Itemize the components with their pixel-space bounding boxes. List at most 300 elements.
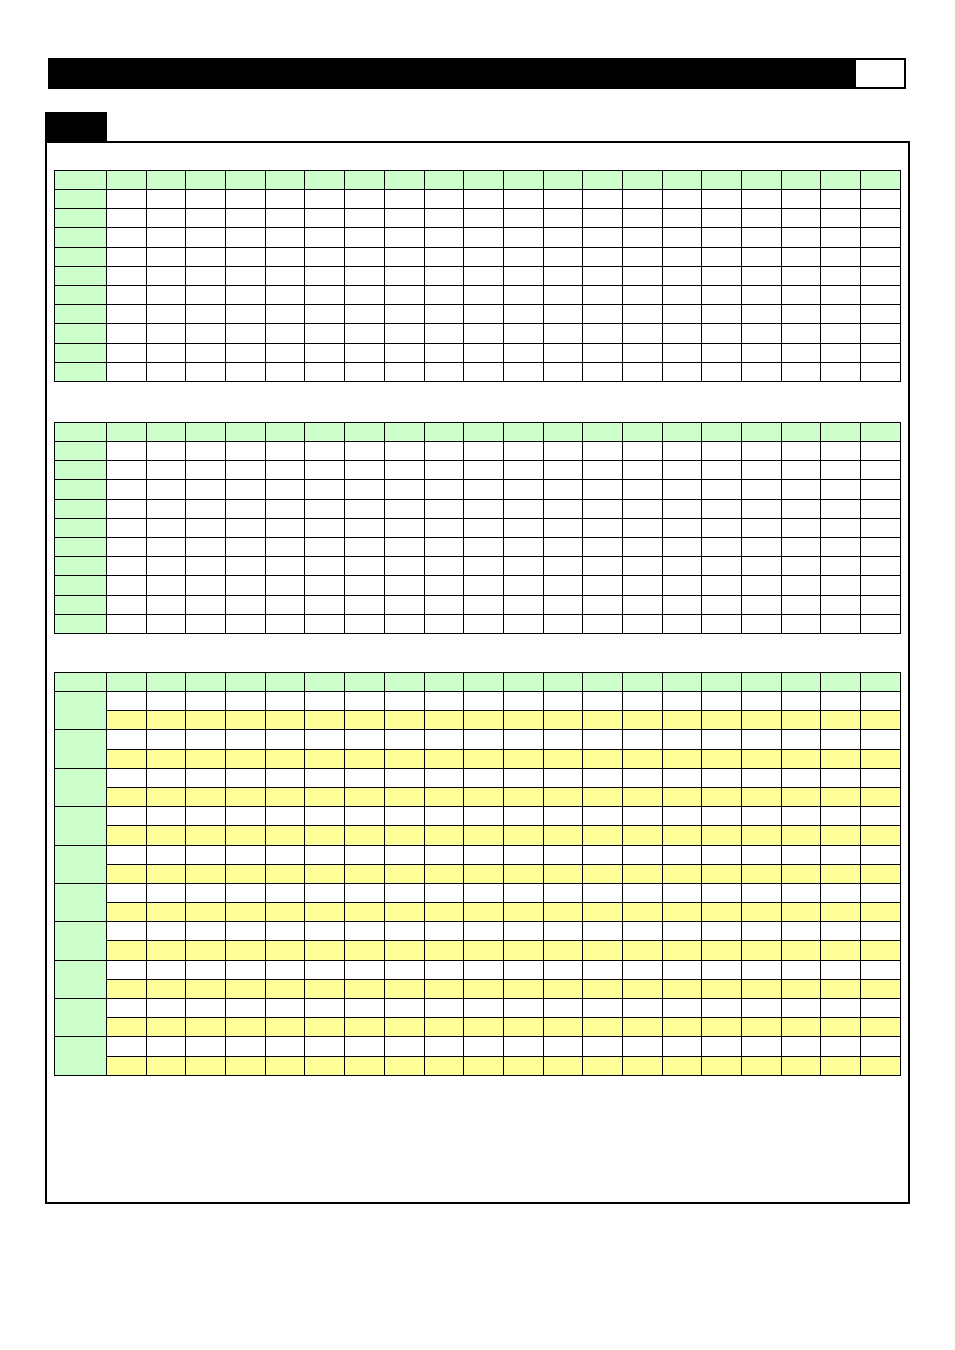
header-cell xyxy=(146,423,186,442)
entry-cell-highlight xyxy=(702,749,742,768)
entry-cell xyxy=(662,614,702,633)
entry-cell xyxy=(384,247,424,266)
entry-cell xyxy=(583,557,623,576)
entry-cell-highlight xyxy=(305,864,345,883)
entry-cell xyxy=(107,190,147,209)
entry-cell xyxy=(781,324,821,343)
entry-cell xyxy=(742,480,782,499)
entry-cell xyxy=(424,228,464,247)
entry-cell-highlight xyxy=(742,787,782,806)
entry-cell xyxy=(186,845,226,864)
entry-cell xyxy=(742,768,782,787)
entry-cell xyxy=(345,285,385,304)
table-row xyxy=(55,537,901,556)
entry-cell-highlight xyxy=(662,903,702,922)
entry-cell-highlight xyxy=(742,1056,782,1075)
row-label-cell xyxy=(55,343,107,362)
entry-cell xyxy=(622,228,662,247)
entry-cell xyxy=(424,692,464,711)
entry-cell xyxy=(622,768,662,787)
entry-cell xyxy=(861,209,901,228)
entry-cell xyxy=(464,557,504,576)
table-row xyxy=(55,285,901,304)
log-table-3 xyxy=(54,672,901,1076)
entry-cell xyxy=(503,461,543,480)
row-label-cell xyxy=(55,480,107,499)
entry-cell xyxy=(583,576,623,595)
entry-cell-highlight xyxy=(821,903,861,922)
entry-cell-highlight xyxy=(503,903,543,922)
entry-cell xyxy=(742,266,782,285)
entry-cell xyxy=(622,461,662,480)
entry-cell xyxy=(305,228,345,247)
entry-cell xyxy=(305,480,345,499)
entry-cell-highlight xyxy=(305,941,345,960)
entry-cell xyxy=(662,362,702,381)
entry-cell xyxy=(503,883,543,902)
entry-cell xyxy=(821,576,861,595)
entry-cell xyxy=(543,442,583,461)
entry-cell xyxy=(186,960,226,979)
row-label-cell xyxy=(55,324,107,343)
entry-cell xyxy=(424,461,464,480)
entry-cell xyxy=(265,343,305,362)
entry-cell-highlight xyxy=(424,864,464,883)
entry-cell xyxy=(226,285,266,304)
entry-cell xyxy=(662,999,702,1018)
entry-cell xyxy=(821,305,861,324)
entry-cell-highlight xyxy=(146,1056,186,1075)
table-row xyxy=(55,499,901,518)
entry-cell xyxy=(345,692,385,711)
table-row-alt xyxy=(55,979,901,998)
entry-cell-highlight xyxy=(226,979,266,998)
entry-cell xyxy=(384,324,424,343)
entry-cell xyxy=(861,807,901,826)
entry-cell xyxy=(583,480,623,499)
entry-cell xyxy=(622,730,662,749)
entry-cell xyxy=(781,247,821,266)
entry-cell xyxy=(265,883,305,902)
entry-cell xyxy=(146,324,186,343)
entry-cell xyxy=(265,595,305,614)
entry-cell-highlight xyxy=(464,941,504,960)
entry-cell xyxy=(503,362,543,381)
entry-cell-highlight xyxy=(622,749,662,768)
entry-cell xyxy=(305,922,345,941)
entry-cell xyxy=(226,324,266,343)
entry-cell-highlight xyxy=(345,864,385,883)
entry-cell xyxy=(543,999,583,1018)
entry-cell xyxy=(861,480,901,499)
entry-cell-highlight xyxy=(662,864,702,883)
entry-cell xyxy=(146,247,186,266)
header-cell xyxy=(702,171,742,190)
entry-cell xyxy=(265,537,305,556)
entry-cell xyxy=(702,324,742,343)
entry-cell xyxy=(107,768,147,787)
entry-cell-highlight xyxy=(226,749,266,768)
entry-cell xyxy=(226,442,266,461)
log-table-2 xyxy=(54,422,901,634)
entry-cell xyxy=(146,362,186,381)
entry-cell xyxy=(861,499,901,518)
row-label-cell xyxy=(55,362,107,381)
entry-cell xyxy=(265,576,305,595)
entry-cell-highlight xyxy=(543,1018,583,1037)
table-row-alt xyxy=(55,1056,901,1075)
entry-cell xyxy=(742,557,782,576)
entry-cell xyxy=(464,960,504,979)
entry-cell xyxy=(622,247,662,266)
entry-cell xyxy=(503,499,543,518)
entry-cell xyxy=(146,518,186,537)
entry-cell-highlight xyxy=(384,979,424,998)
entry-cell-highlight xyxy=(146,941,186,960)
entry-cell xyxy=(662,692,702,711)
entry-cell xyxy=(384,768,424,787)
entry-cell xyxy=(305,807,345,826)
entry-cell xyxy=(781,768,821,787)
entry-cell xyxy=(226,518,266,537)
entry-cell xyxy=(821,692,861,711)
entry-cell xyxy=(305,557,345,576)
entry-cell xyxy=(186,343,226,362)
entry-cell xyxy=(226,190,266,209)
table-row-alt xyxy=(55,826,901,845)
entry-cell xyxy=(305,576,345,595)
entry-cell xyxy=(146,266,186,285)
entry-cell-highlight xyxy=(186,1018,226,1037)
entry-cell xyxy=(702,807,742,826)
table-row xyxy=(55,442,901,461)
row-label-cell xyxy=(55,209,107,228)
table-row-alt xyxy=(55,711,901,730)
entry-cell xyxy=(464,807,504,826)
entry-cell xyxy=(622,285,662,304)
entry-cell-highlight xyxy=(384,711,424,730)
entry-cell xyxy=(305,343,345,362)
entry-cell xyxy=(107,305,147,324)
entry-cell xyxy=(622,883,662,902)
entry-cell-highlight xyxy=(503,787,543,806)
entry-cell xyxy=(226,228,266,247)
entry-cell xyxy=(662,461,702,480)
entry-cell xyxy=(503,442,543,461)
entry-cell-highlight xyxy=(146,903,186,922)
entry-cell xyxy=(464,845,504,864)
entry-cell xyxy=(543,461,583,480)
entry-cell-highlight xyxy=(305,787,345,806)
entry-cell xyxy=(861,595,901,614)
entry-cell xyxy=(345,343,385,362)
entry-cell-highlight xyxy=(107,864,147,883)
entry-cell-highlight xyxy=(622,903,662,922)
entry-cell xyxy=(186,480,226,499)
entry-cell-highlight xyxy=(186,826,226,845)
entry-cell-highlight xyxy=(742,903,782,922)
entry-cell xyxy=(186,266,226,285)
entry-cell xyxy=(384,922,424,941)
entry-cell xyxy=(464,305,504,324)
entry-cell xyxy=(622,960,662,979)
entry-cell xyxy=(464,730,504,749)
entry-cell xyxy=(424,557,464,576)
entry-cell-highlight xyxy=(146,749,186,768)
entry-cell-highlight xyxy=(424,941,464,960)
header-cell xyxy=(742,171,782,190)
entry-cell xyxy=(702,595,742,614)
entry-cell xyxy=(226,461,266,480)
entry-cell xyxy=(345,305,385,324)
entry-cell xyxy=(583,518,623,537)
entry-cell xyxy=(861,557,901,576)
entry-cell xyxy=(424,922,464,941)
entry-cell-highlight xyxy=(702,711,742,730)
entry-cell-highlight xyxy=(503,1018,543,1037)
entry-cell xyxy=(305,362,345,381)
entry-cell-highlight xyxy=(226,1018,266,1037)
entry-cell-highlight xyxy=(702,1056,742,1075)
entry-cell xyxy=(384,595,424,614)
entry-cell xyxy=(384,190,424,209)
entry-cell xyxy=(861,247,901,266)
entry-cell xyxy=(464,1037,504,1056)
entry-cell xyxy=(265,362,305,381)
header-cell xyxy=(265,673,305,692)
entry-cell xyxy=(742,305,782,324)
table-row xyxy=(55,922,901,941)
entry-cell xyxy=(742,228,782,247)
entry-cell xyxy=(821,190,861,209)
entry-cell xyxy=(146,343,186,362)
entry-cell xyxy=(503,730,543,749)
entry-cell xyxy=(464,692,504,711)
entry-cell xyxy=(821,499,861,518)
entry-cell xyxy=(543,807,583,826)
entry-cell-highlight xyxy=(345,903,385,922)
entry-cell xyxy=(464,266,504,285)
entry-cell xyxy=(464,480,504,499)
entry-cell xyxy=(107,883,147,902)
table-row xyxy=(55,518,901,537)
entry-cell xyxy=(146,1037,186,1056)
header-cell xyxy=(186,171,226,190)
entry-cell xyxy=(345,557,385,576)
table-row xyxy=(55,247,901,266)
entry-cell xyxy=(503,285,543,304)
entry-cell xyxy=(861,692,901,711)
entry-cell xyxy=(265,499,305,518)
entry-cell-highlight xyxy=(583,826,623,845)
header-row xyxy=(55,171,901,190)
entry-cell xyxy=(503,480,543,499)
header-cell xyxy=(503,673,543,692)
entry-cell xyxy=(543,324,583,343)
entry-cell xyxy=(583,960,623,979)
entry-cell xyxy=(543,480,583,499)
entry-cell xyxy=(265,190,305,209)
entry-cell xyxy=(345,1037,385,1056)
header-cell xyxy=(622,171,662,190)
entry-cell xyxy=(186,730,226,749)
header-cell xyxy=(622,673,662,692)
entry-cell xyxy=(781,499,821,518)
entry-cell xyxy=(821,1037,861,1056)
entry-cell-highlight xyxy=(265,1018,305,1037)
entry-cell-highlight xyxy=(384,787,424,806)
entry-cell xyxy=(226,247,266,266)
entry-cell xyxy=(186,499,226,518)
entry-cell xyxy=(503,228,543,247)
entry-cell xyxy=(464,768,504,787)
entry-cell xyxy=(146,285,186,304)
entry-cell-highlight xyxy=(107,787,147,806)
entry-cell xyxy=(503,576,543,595)
entry-cell xyxy=(226,768,266,787)
entry-cell xyxy=(107,499,147,518)
entry-cell xyxy=(702,883,742,902)
entry-cell-highlight xyxy=(186,711,226,730)
entry-cell-highlight xyxy=(583,941,623,960)
entry-cell xyxy=(861,343,901,362)
entry-cell-highlight xyxy=(622,864,662,883)
entry-cell xyxy=(186,999,226,1018)
entry-cell xyxy=(186,461,226,480)
entry-cell xyxy=(821,480,861,499)
header-cell xyxy=(781,673,821,692)
entry-cell xyxy=(622,999,662,1018)
entry-cell xyxy=(384,1037,424,1056)
entry-cell xyxy=(702,461,742,480)
entry-cell xyxy=(107,362,147,381)
entry-cell-highlight xyxy=(742,826,782,845)
entry-cell-highlight xyxy=(781,1018,821,1037)
header-cell xyxy=(543,171,583,190)
log-table-1 xyxy=(54,170,901,382)
entry-cell xyxy=(146,730,186,749)
entry-cell xyxy=(543,845,583,864)
entry-cell xyxy=(345,266,385,285)
entry-cell xyxy=(543,343,583,362)
entry-cell xyxy=(622,266,662,285)
entry-cell xyxy=(146,692,186,711)
entry-cell xyxy=(186,768,226,787)
row-label-cell xyxy=(55,768,107,806)
header-cell xyxy=(543,673,583,692)
entry-cell-highlight xyxy=(781,903,821,922)
entry-cell xyxy=(305,247,345,266)
entry-cell xyxy=(265,228,305,247)
entry-cell xyxy=(384,730,424,749)
entry-cell xyxy=(583,999,623,1018)
entry-cell xyxy=(662,190,702,209)
entry-cell-highlight xyxy=(424,1018,464,1037)
entry-cell xyxy=(345,922,385,941)
entry-cell xyxy=(543,768,583,787)
entry-cell xyxy=(781,960,821,979)
entry-cell xyxy=(265,247,305,266)
entry-cell xyxy=(503,614,543,633)
entry-cell xyxy=(305,537,345,556)
entry-cell xyxy=(503,518,543,537)
entry-cell xyxy=(583,209,623,228)
header-cell xyxy=(226,423,266,442)
entry-cell xyxy=(345,960,385,979)
entry-cell-highlight xyxy=(107,1056,147,1075)
entry-cell xyxy=(861,999,901,1018)
entry-cell xyxy=(345,518,385,537)
entry-cell xyxy=(384,537,424,556)
entry-cell xyxy=(345,537,385,556)
table-row-alt xyxy=(55,903,901,922)
entry-cell xyxy=(265,518,305,537)
entry-cell-highlight xyxy=(583,787,623,806)
entry-cell xyxy=(622,209,662,228)
entry-cell xyxy=(226,266,266,285)
entry-cell-highlight xyxy=(583,979,623,998)
entry-cell-highlight xyxy=(345,941,385,960)
entry-cell-highlight xyxy=(543,826,583,845)
entry-cell xyxy=(781,730,821,749)
entry-cell-highlight xyxy=(821,941,861,960)
entry-cell xyxy=(861,768,901,787)
header-cell xyxy=(107,423,147,442)
entry-cell xyxy=(583,692,623,711)
entry-cell xyxy=(305,266,345,285)
entry-cell xyxy=(662,845,702,864)
row-label-cell xyxy=(55,730,107,768)
entry-cell-highlight xyxy=(583,903,623,922)
entry-cell-highlight xyxy=(583,1018,623,1037)
entry-cell xyxy=(702,209,742,228)
entry-cell xyxy=(662,305,702,324)
entry-cell xyxy=(662,343,702,362)
entry-cell xyxy=(742,499,782,518)
entry-cell xyxy=(702,692,742,711)
section-tab xyxy=(45,112,107,142)
row-label-cell xyxy=(55,557,107,576)
header-cell xyxy=(226,171,266,190)
entry-cell xyxy=(384,576,424,595)
entry-cell xyxy=(226,692,266,711)
entry-cell xyxy=(107,960,147,979)
entry-cell-highlight xyxy=(662,787,702,806)
header-cell xyxy=(742,423,782,442)
entry-cell xyxy=(345,209,385,228)
row-label-cell xyxy=(55,883,107,921)
entry-cell-highlight xyxy=(305,979,345,998)
entry-cell xyxy=(345,768,385,787)
entry-cell xyxy=(146,228,186,247)
entry-cell-highlight xyxy=(781,864,821,883)
entry-cell xyxy=(424,190,464,209)
entry-cell-highlight xyxy=(186,1056,226,1075)
entry-cell-highlight xyxy=(265,749,305,768)
entry-cell xyxy=(622,557,662,576)
entry-cell xyxy=(424,324,464,343)
entry-cell-highlight xyxy=(384,1018,424,1037)
entry-cell xyxy=(107,209,147,228)
entry-cell-highlight xyxy=(345,711,385,730)
entry-cell-highlight xyxy=(702,864,742,883)
entry-cell-highlight xyxy=(742,749,782,768)
entry-cell xyxy=(146,461,186,480)
entry-cell xyxy=(543,883,583,902)
entry-cell xyxy=(781,209,821,228)
entry-cell xyxy=(146,595,186,614)
entry-cell xyxy=(226,305,266,324)
